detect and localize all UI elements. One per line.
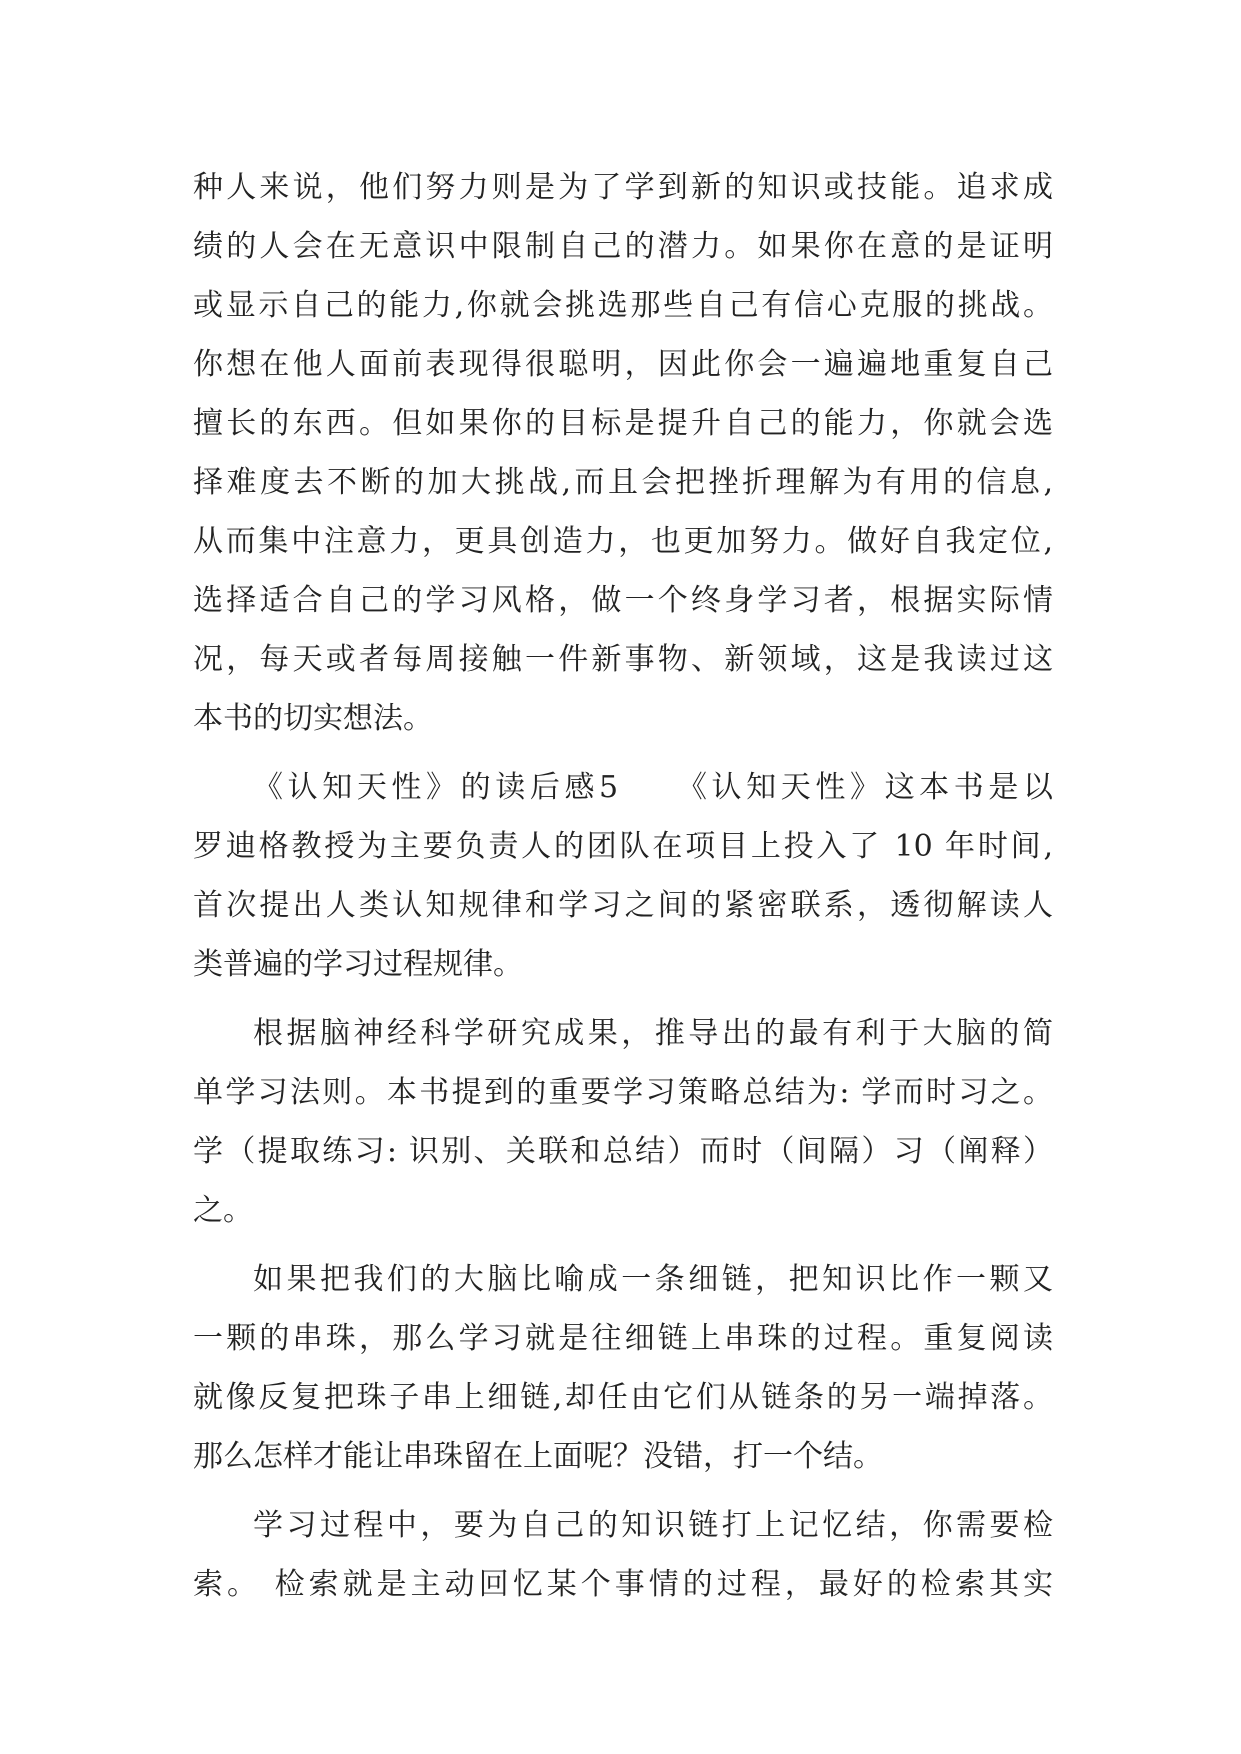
text-line: 或显示自己的能力,你就会挑选那些自己有信心克服的挑战。 [193, 288, 1053, 323]
text-line: 那么怎样才能让串珠留在上面呢？没错，打一个结。 [193, 1439, 883, 1474]
text-line: 单学习法则。本书提到的重要学习策略总结为: 学而时习之。 [193, 1075, 1053, 1110]
text-line: 你想在他人面前表现得很聪明，因此你会一遍遍地重复自己 [193, 347, 1053, 382]
section-heading-line: 《认知天性》的读后感5 《认知天性》这本书是以 [253, 770, 1053, 805]
text-line: 种人来说，他们努力则是为了学到新的知识或技能。追求成 [193, 170, 1053, 205]
document-body [193, 158, 1053, 1614]
text-line: 绩的人会在无意识中限制自己的潜力。如果你在意的是证明 [193, 229, 1053, 264]
text-line: 选择适合自己的学习风格，做一个终身学习者，根据实际情 [193, 583, 1053, 618]
text-line: 择难度去不断的加大挑战,而且会把挫折理解为有用的信息, [193, 465, 1053, 500]
text-line: 如果把我们的大脑比喻成一条细链，把知识比作一颗又 [253, 1262, 1053, 1297]
text-line: 本书的切实想法。 [193, 701, 433, 736]
text-line: 首次提出人类认知规律和学习之间的紧密联系，透彻解读人 [193, 888, 1053, 923]
text-line: 之。 [193, 1193, 253, 1228]
text-line: 根据脑神经科学研究成果，推导出的最有利于大脑的简 [253, 1016, 1053, 1051]
text-line: 学习过程中，要为自己的知识链打上记忆结，你需要检 [253, 1508, 1053, 1543]
text-line: 类普遍的学习过程规律。 [193, 947, 523, 982]
text-line: 罗迪格教授为主要负责人的团队在项目上投入了 10 年时间, [193, 829, 1053, 864]
text-line: 况，每天或者每周接触一件新事物、新领域，这是我读过这 [193, 642, 1053, 677]
text-line: 擅长的东西。但如果你的目标是提升自己的能力，你就会选 [193, 406, 1053, 441]
text-line: 索。 检索就是主动回忆某个事情的过程，最好的检索其实 [193, 1567, 1053, 1602]
text-line: 就像反复把珠子串上细链,却任由它们从链条的另一端掉落。 [193, 1380, 1053, 1415]
text-line: 学（提取练习: 识别、关联和总结）而时（间隔）习（阐释） [193, 1134, 1053, 1169]
text-line: 从而集中注意力，更具创造力，也更加努力。做好自我定位, [193, 524, 1053, 559]
text-line: 一颗的串珠，那么学习就是往细链上串珠的过程。重复阅读 [193, 1321, 1053, 1356]
